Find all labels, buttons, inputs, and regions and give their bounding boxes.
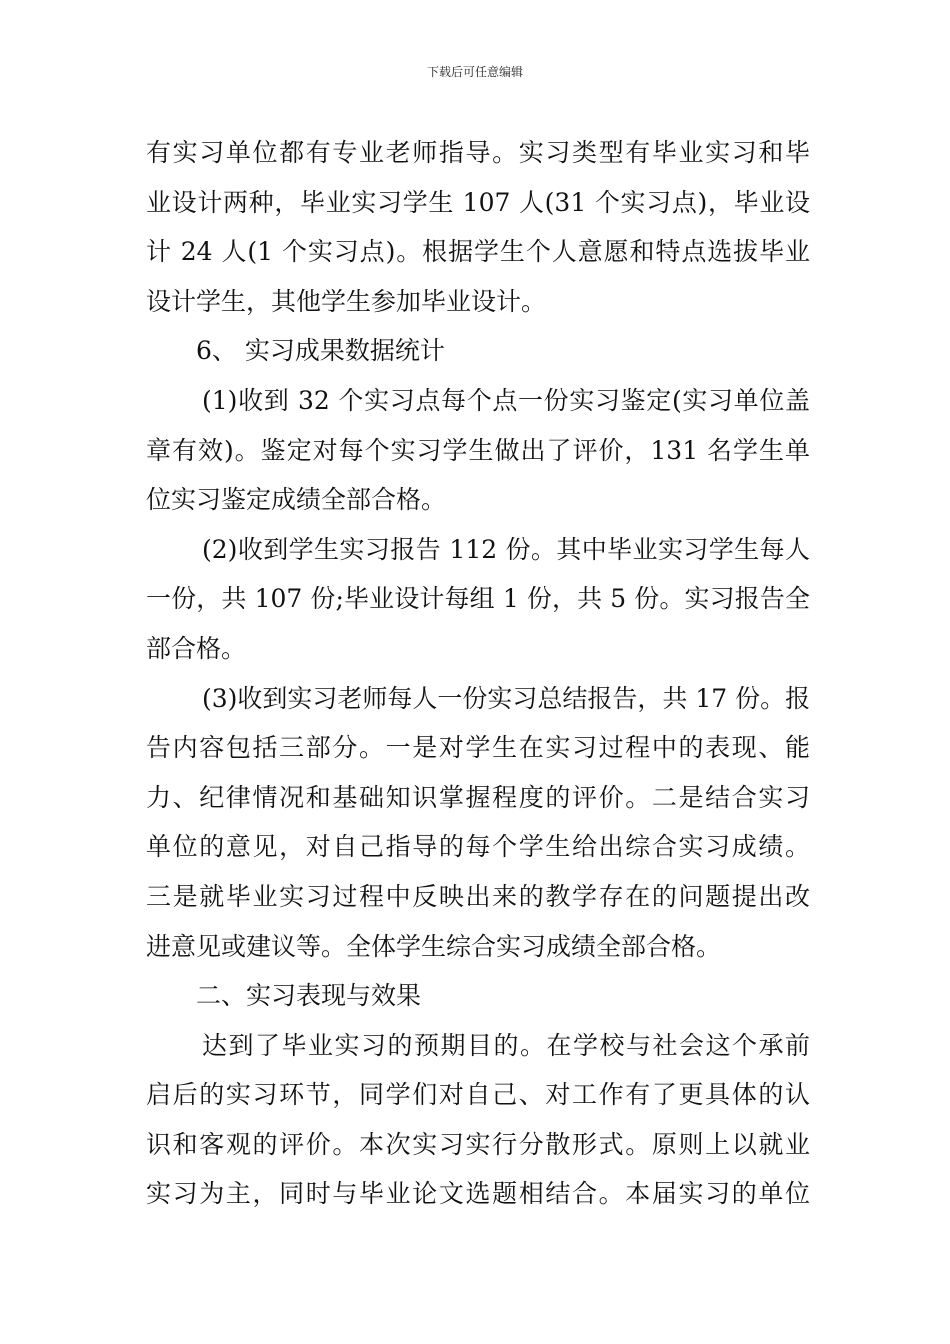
text-line: 业设计两种，毕业实习学生 107 人(31 个实习点)，毕业设 [146,187,810,217]
text-line: (2)收到学生实习报告 112 份。其中毕业实习学生每人 [202,534,810,564]
text-line: 达到了毕业实习的预期目的。在学校与社会这个承前 [202,1030,810,1060]
text-line: 实习为主，同时与毕业论文选题相结合。本届实习的单位 [146,1179,810,1209]
text-line: 有实习单位都有专业老师指导。实习类型有毕业实习和毕 [146,138,810,167]
text-line: 三是就毕业实习过程中反映出来的教学存在的问题提出改 [146,881,810,911]
document-body [146,128,810,1219]
text-line: 启后的实习环节，同学们对自己、对工作有了更具体的认 [146,1080,810,1110]
text-line: 章有效)。鉴定对每个实习学生做出了评价，131 名学生单 [146,435,810,465]
section-heading: 6、 实习成果数据统计 [196,336,445,366]
text-line: 进意见或建议等。全体学生综合实习成绩全部合格。 [146,931,722,961]
text-line: 计 24 人(1 个实习点)。根据学生个人意愿和特点选拔毕业 [146,237,810,267]
text-line: 告内容包括三部分。一是对学生在实习过程中的表现、能 [146,733,810,763]
text-line: 部合格。 [146,633,247,663]
page-header: 下载后可任意编辑 [426,65,523,79]
text-line: 单位的意见，对自己指导的每个学生给出综合实习成绩。 [146,832,810,862]
section-heading: 二、实习表现与效果 [196,981,422,1011]
text-line: (3)收到实习老师每人一份实习总结报告，共 17 份。报 [202,683,811,713]
text-line: (1)收到 32 个实习点每个点一份实习鉴定(实习单位盖 [202,385,810,415]
text-line: 力、纪律情况和基础知识掌握程度的评价。二是结合实习 [146,782,810,812]
text-line: 识和客观的评价。本次实习实行分散形式。原则上以就业 [146,1129,810,1159]
text-line: 设计学生，其他学生参加毕业设计。 [146,286,547,316]
text-line: 位实习鉴定成绩全部合格。 [146,485,447,515]
text-line: 一份，共 107 份;毕业设计每组 1 份，共 5 份。实习报告全 [146,584,810,614]
